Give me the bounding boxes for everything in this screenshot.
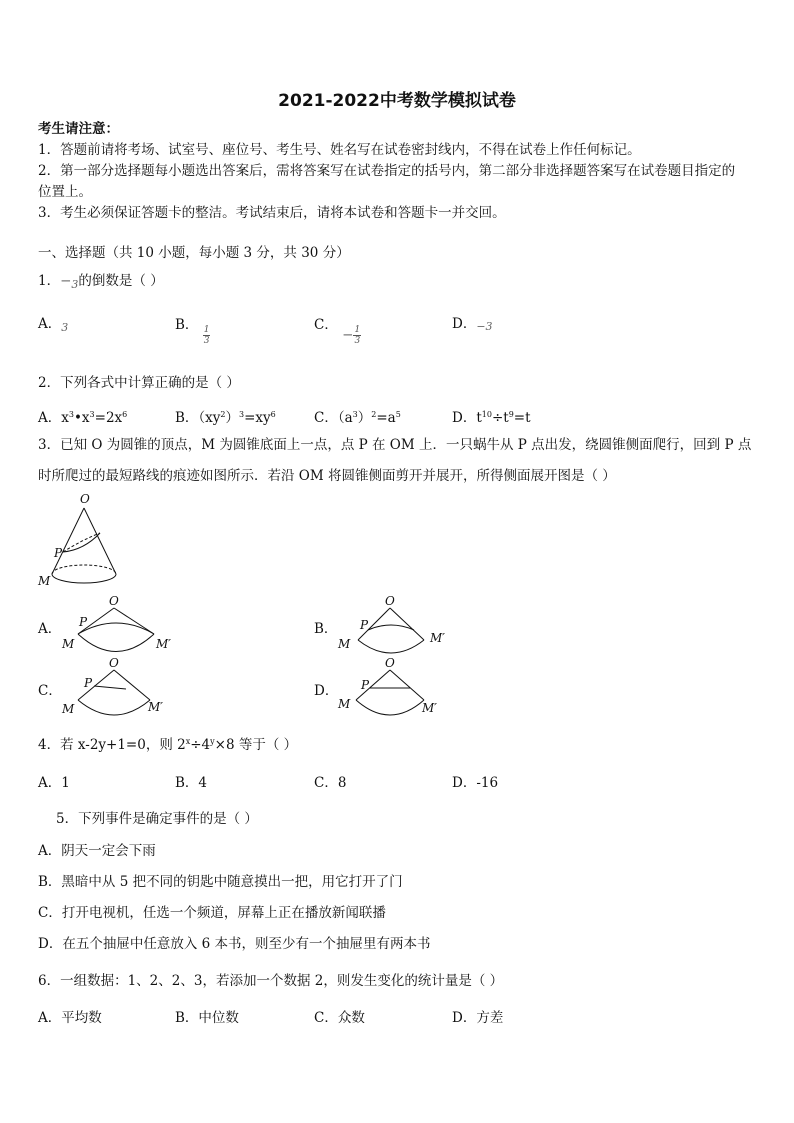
section-heading: 一、选择题（共 10 小题，每小题 3 分，共 30 分） [38, 245, 350, 261]
sector-figure-a [58, 594, 188, 664]
expr-exponent: 6 [270, 410, 276, 419]
stem-part: 4．若 x-2y+1=0，则 2 [38, 737, 186, 753]
question-1-option-b[interactable] [175, 315, 210, 346]
expr-part: x [61, 410, 69, 426]
label-o: O [385, 594, 395, 608]
question-1-tail: 的倒数是（ ） [78, 273, 164, 289]
question-4-option-c[interactable]: C．8 [314, 775, 347, 791]
question-5-option-d[interactable]: D．在五个抽屉中任意放入 6 本书，则至少有一个抽屉里有两本书 [38, 936, 431, 952]
label-o: O [385, 656, 395, 670]
label-p: P [54, 546, 63, 560]
question-1-neg: − [60, 273, 72, 289]
question-3-line-1: 3．已知 O 为圆锥的顶点，M 为圆锥底面上一点，点 P 在 OM 上．一只蜗牛从 P 点出发，绕圆锥侧面爬行，回到 P 点 [38, 437, 752, 453]
fraction-denominator: 3 [203, 336, 210, 346]
option-sign: − [342, 327, 354, 343]
expr-exponent: 3 [89, 410, 95, 419]
label-m: M [62, 637, 75, 651]
option-label: B． [175, 410, 199, 426]
sector-path [94, 686, 126, 689]
expr-part: =t [513, 410, 531, 426]
expr-part: ） [225, 410, 240, 426]
question-3-option-b-label[interactable]: B． [314, 621, 338, 637]
expr-part: （a [337, 410, 353, 426]
option-label: A． [38, 316, 62, 332]
sector-right-radius [390, 608, 424, 640]
option-label: D． [452, 410, 477, 426]
fraction-numerator: 1 [203, 325, 210, 335]
question-1-option-a[interactable] [38, 315, 68, 334]
expr-exponent: 3 [68, 410, 74, 419]
label-m-prime: M′ [156, 637, 172, 651]
sector-right-radius [114, 670, 150, 700]
label-m-prime: M′ [148, 700, 164, 714]
option-fraction [203, 325, 211, 346]
sector-arc [78, 634, 154, 652]
stem-exponent: x [185, 737, 191, 746]
expr-part: （xy [198, 410, 221, 426]
expr-part: •x [73, 410, 90, 426]
option-fraction [353, 325, 361, 346]
expr-exponent: 2 [220, 410, 226, 419]
sector-path [78, 623, 154, 634]
label-p: P [361, 678, 370, 692]
question-4-option-a[interactable]: A．1 [38, 775, 70, 791]
question-3-option-d-label[interactable]: D． [314, 683, 339, 699]
question-2-option-c[interactable] [314, 405, 401, 428]
sector-arc [356, 700, 424, 715]
question-1-value: 3 [71, 278, 79, 291]
question-1-option-c[interactable] [314, 315, 361, 346]
option-label: B． [175, 317, 199, 333]
expr-part: ） [357, 410, 372, 426]
fraction-denominator: 3 [354, 336, 361, 346]
expr-exponent: 6 [122, 410, 128, 419]
label-m-prime: M′ [430, 631, 446, 645]
question-6-stem: 6．一组数据：1、2、2、3，若添加一个数据 2，则发生变化的统计量是（ ） [38, 973, 504, 989]
expr-exponent: 10 [481, 410, 492, 419]
expr-part: t [476, 410, 482, 426]
fraction-numerator: 1 [354, 325, 361, 335]
notice-item-2: 2．第一部分选择题每小题选出答案后，需将答案写在试卷指定的括号内，第二部分非选择题答案写在试卷题目指定的 [38, 163, 736, 179]
question-3-line-2: 时所爬过的最短路线的痕迹如图所示．若沿 OM 将圆锥侧面剪开并展开，所得侧面展开图是（ ） [38, 468, 616, 484]
label-o: O [109, 656, 119, 670]
expr-part: =xy [244, 410, 271, 426]
expr-exponent: 3 [239, 410, 245, 419]
notice-item-2-cont: 位置上。 [38, 184, 92, 200]
stem-part: ÷4 [190, 737, 211, 753]
cone-right-edge [84, 508, 116, 574]
question-6-option-a[interactable]: A．平均数 [38, 1010, 102, 1026]
question-6-option-b[interactable]: B．中位数 [175, 1010, 239, 1026]
label-m: M [38, 574, 51, 588]
page-title: 2021-2022中考数学模拟试卷 [278, 91, 516, 111]
question-5-stem: 5．下列事件是确定事件的是（ ） [56, 811, 258, 827]
label-p: P [84, 676, 93, 690]
cone-base-back [52, 565, 116, 574]
expr-exponent: 9 [508, 410, 514, 419]
option-label: D． [452, 316, 477, 332]
notice-item-1: 1．答题前请将考场、试室号、座位号、考生号、姓名写在试卷密封线内，不得在试卷上作任何标记。 [38, 142, 641, 158]
cone-figure [34, 490, 134, 594]
question-2-option-b[interactable] [175, 405, 276, 428]
question-4-option-b[interactable]: B．4 [175, 775, 208, 791]
label-o: O [80, 492, 90, 506]
sector-figure-c [58, 656, 188, 722]
question-5-option-b[interactable]: B．黑暗中从 5 把不同的钥匙中随意摸出一把，用它打开了门 [38, 874, 403, 890]
label-p: P [360, 618, 369, 632]
option-value: 3 [61, 321, 69, 334]
option-label: C． [314, 317, 338, 333]
cone-left-edge [52, 508, 84, 574]
sector-path [368, 625, 414, 630]
option-value: −3 [476, 320, 493, 333]
option-label: A． [38, 410, 62, 426]
question-1-number: 1． [38, 273, 61, 289]
cone-path-back [63, 533, 100, 552]
question-1-option-d[interactable] [452, 315, 493, 334]
question-5-option-a[interactable]: A．阴天一定会下雨 [38, 843, 156, 859]
stem-exponent: y [210, 737, 215, 746]
expr-part: ÷t [491, 410, 509, 426]
expr-part: =2x [94, 410, 123, 426]
question-2-stem: 2．下列各式中计算正确的是（ ） [38, 375, 240, 391]
expr-exponent: 3 [352, 410, 358, 419]
question-3-option-a-label[interactable]: A． [38, 621, 62, 637]
sector-figure-b [334, 594, 464, 664]
sector-arc [78, 700, 150, 715]
label-m: M [62, 702, 75, 716]
cone-base-front [52, 574, 116, 583]
question-2-option-a[interactable] [38, 405, 127, 428]
question-5-option-c[interactable]: C．打开电视机，任选一个频道，屏幕上正在播放新闻联播 [38, 905, 386, 921]
question-6-option-c[interactable]: C．众数 [314, 1010, 365, 1026]
label-m: M [338, 697, 351, 711]
option-label: C． [314, 410, 338, 426]
notice-heading: 考生请注意： [38, 121, 119, 137]
question-3-option-c-label[interactable]: C． [38, 683, 62, 699]
sector-arc [358, 640, 424, 653]
question-6-option-d[interactable]: D．方差 [452, 1010, 504, 1026]
label-m-prime: M′ [422, 701, 438, 715]
label-m: M [338, 637, 351, 651]
sector-right-radius [390, 670, 424, 700]
stem-part: ×8 等于（ ） [214, 737, 298, 753]
sector-right-radius [114, 608, 154, 634]
notice-item-3: 3．考生必须保证答题卡的整洁。考试结束后，请将本试卷和答题卡一并交回。 [38, 205, 506, 221]
label-o: O [109, 594, 119, 608]
expr-exponent: 5 [395, 410, 401, 419]
question-4-option-d[interactable]: D．-16 [452, 775, 499, 791]
question-4-stem [38, 732, 297, 755]
expr-exponent: 2 [371, 410, 377, 419]
sector-figure-d [334, 656, 464, 722]
question-2-option-d[interactable] [452, 405, 531, 428]
question-1-stem [38, 272, 164, 291]
expr-part: =a [376, 410, 396, 426]
label-p: P [79, 615, 88, 629]
